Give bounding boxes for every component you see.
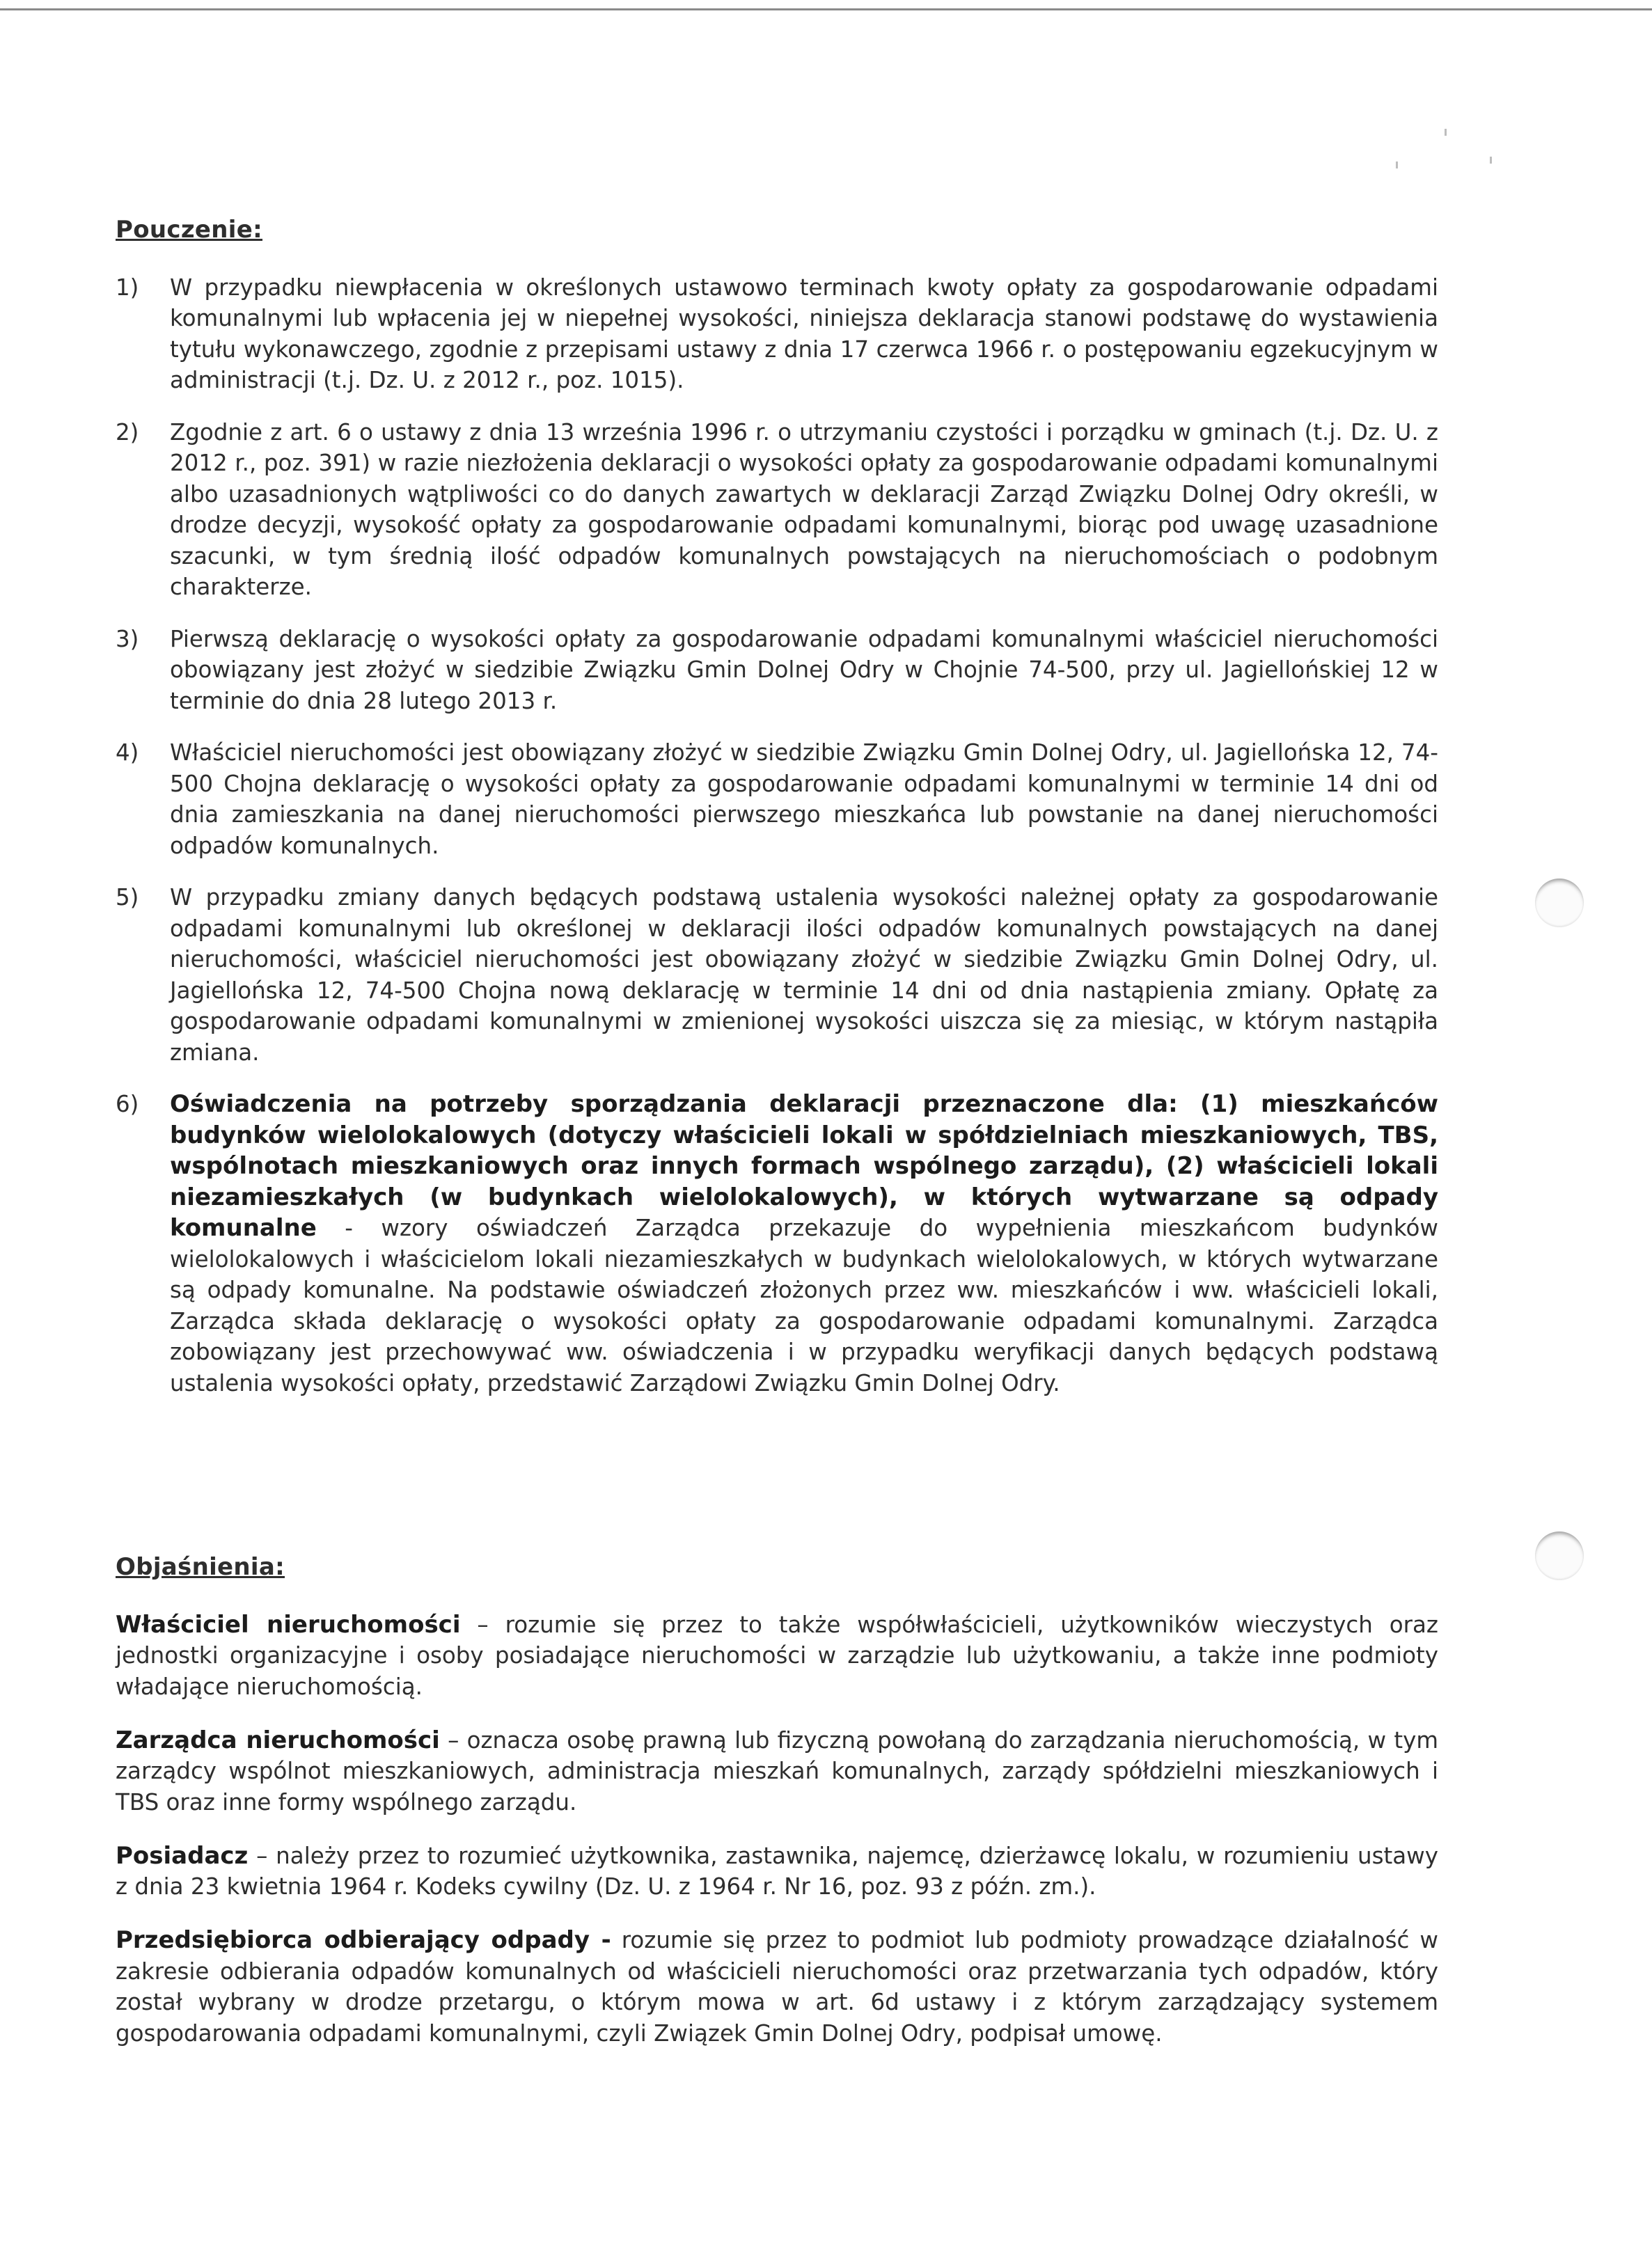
- definition-term: Właściciel nieruchomości: [116, 1610, 461, 1639]
- definition-paragraph: [116, 1925, 1438, 2049]
- item-text: [170, 737, 1438, 861]
- scan-speck: [1445, 129, 1447, 136]
- definition-term: Przedsiębiorca odbierający odpady -: [116, 1926, 611, 1954]
- instruction-item: [116, 272, 1438, 396]
- item-text: [170, 417, 1438, 603]
- instruction-item: [116, 417, 1438, 603]
- item-number: 5): [116, 884, 139, 911]
- item-number: 1): [116, 274, 139, 301]
- instruction-item: [116, 624, 1438, 717]
- instruction-item: [116, 737, 1438, 861]
- definition-term: Zarządca nieruchomości: [116, 1726, 440, 1754]
- explanations-heading: Objaśnienia:: [116, 1553, 285, 1581]
- scan-speck: [1396, 162, 1398, 168]
- section-spacer: [116, 1419, 1438, 1552]
- definition-text: rozumie się przez to podmiot lub podmioty prowadzące działalność w zakresie odbierania odpadów komunalnych od właścicieli nieruchomości oraz przetwarzania tych odpadów, który został wybrany w drodze przetargu, o którym mowa w art. 6d ustawy i z którym zarządzający systemem gospodarowania odpadami komunalnymi, czyli Związek Gmin Dolnej Odry, podpisał umowę.: [116, 1927, 1438, 2047]
- scan-speck: [1490, 157, 1492, 164]
- definition-text: – oznacza osobę prawną lub fizyczną powołaną do zarządzania nieruchomością, w tym zarządcy wspólnot mieszkaniowych, administracja mieszkań komunalnych, zarządy spółdzielni mieszkaniowych i TBS oraz inne formy wspólnego zarządu.: [116, 1726, 1439, 1816]
- item-text: [170, 1089, 1438, 1399]
- item-body: - wzory oświadczeń Zarządca przekazuje do wypełnienia mieszkańcom budynków wielolokalowych i właścicielom lokali niezamieszkałych w budynkach wielolokalowych, w których wytwarzane są odpady komunalne. Na podstawie oświadczeń złożonych przez ww. mieszkańców i ww. właścicieli lokali, Zarządca składa deklarację o wysokości opłaty za gospodarowanie odpadami komunalnymi. Zarządca zobowiązany jest przechowywać ww. oświadczenia i w przypadku weryfikacji danych będących podstawą ustalenia wysokości opłaty, przedstawić Zarządowi Związku Gmin Dolnej Odry.: [170, 1215, 1438, 1396]
- item-number: 6): [116, 1091, 139, 1117]
- item-body: Pierwszą deklarację o wysokości opłaty za gospodarowanie odpadami komunalnymi właściciel nieruchomości obowiązany jest złożyć w siedzibie Związku Gmin Dolnej Odry w Chojnie 74-500, przy ul. Jagiellońskiej 12 w terminie do dnia 28 lutego 2013 r.: [170, 625, 1438, 714]
- definition-text: – należy przez to rozumieć użytkownika, zastawnika, najemcę, dzierżawcę lokalu, w rozumieniu ustawy z dnia 23 kwietnia 1964 r. Kodeks cywilny (Dz. U. z 1964 r. Nr 16, poz. 93 z późn. zm.).: [116, 1842, 1438, 1900]
- item-text: [170, 624, 1438, 717]
- instruction-item: [116, 1089, 1438, 1399]
- item-text: [170, 882, 1438, 1068]
- instruction-item: [116, 882, 1438, 1068]
- item-number: 3): [116, 625, 139, 652]
- definition-paragraph: [116, 1609, 1438, 1703]
- instructions-heading: Pouczenie:: [116, 216, 263, 244]
- item-body: Zgodnie z art. 6 o ustawy z dnia 13 września 1996 r. o utrzymaniu czystości i porządku w gminach (t.j. Dz. U. z 2012 r., poz. 391) w razie niezłożenia deklaracji o wysokości opłaty za gospodarowanie odpadami komunalnymi albo uzasadnionych wątpliwości co do danych zawartych w deklaracji Zarząd Związku Dolnej Odry określi, w drodze decyzji, wysokość opłaty za gospodarowanie odpadami komunalnymi, biorąc pod uwagę uzasadnione szacunki, w tym średnią ilość odpadów komunalnych powstających na nieruchomościach o podobnym charakterze.: [170, 418, 1438, 600]
- item-number: 4): [116, 739, 139, 766]
- item-text: [170, 272, 1438, 396]
- definition-term: Posiadacz: [116, 1841, 249, 1870]
- definition-text: – rozumie się przez to także współwłaścicieli, użytkowników wieczystych oraz jednostki organizacyjne i osoby posiadające nieruchomości w zarządzie lub użytkowaniu, a także inne podmioty władające nieruchomością.: [116, 1611, 1438, 1700]
- document-body: [116, 214, 1438, 2070]
- item-body: W przypadku niewpłacenia w określonych ustawowo terminach kwoty opłaty za gospodarowanie odpadami komunalnymi lub wpłacenia jej w niepełnej wysokości, niniejsza deklaracja stanowi podstawę do wystawienia tytułu wykonawczego, zgodnie z przepisami ustawy z dnia 17 czerwca 1966 r. o postępowaniu egzekucyjnym w administracji (t.j. Dz. U. z 2012 r., poz. 1015).: [170, 274, 1438, 393]
- definition-paragraph: [116, 1725, 1438, 1818]
- item-body: Właściciel nieruchomości jest obowiązany złożyć w siedzibie Związku Gmin Dolnej Odry, ul. Jagiellońska 12, 74-500 Chojna deklarację o wysokości opłaty za gospodarowanie odpadami komunalnymi w terminie 14 dni od dnia zamieszkania na danej nieruchomości pierwszego mieszkańca lub powstanie na danej nieruchomości odpadów komunalnych.: [170, 739, 1438, 859]
- scan-edge-line: [0, 8, 1652, 10]
- punch-hole-top: [1535, 879, 1584, 927]
- item-number: 2): [116, 418, 139, 446]
- item-body: W przypadku zmiany danych będących podstawą ustalenia wysokości należnej opłaty za gospodarowanie odpadami komunalnymi lub określonej w deklaracji ilości odpadów komunalnych powstających na danej nieruchomości, właściciel nieruchomości jest obowiązany złożyć w siedzibie Związku Gmin Dolnej Odry, ul. Jagiellońska 12, 74-500 Chojna nową deklarację w terminie 14 dni od dnia nastąpienia zmiany. Opłatę za gospodarowanie odpadami komunalnymi w zmienionej wysokości uiszcza się za miesiąc, w którym nastąpiła zmiana.: [170, 884, 1438, 1066]
- punch-hole-bottom: [1535, 1531, 1584, 1580]
- item-strong-text: Oświadczenia na potrzeby sporządzania deklaracji przeznaczone dla: (1) mieszkańców budynków wielolokalowych (dotyczy właścicieli lokali w spółdzielniach mieszkaniowych, TBS, wspólnotach mieszkaniowych oraz innych formach wspólnego zarządu), (2) właścicieli lokali niezamieszkałych (w budynkach wielolokalowych), w których wytwarzane są odpady komunalne: [170, 1090, 1438, 1242]
- instructions-list: [116, 272, 1438, 1399]
- definition-paragraph: [116, 1841, 1438, 1903]
